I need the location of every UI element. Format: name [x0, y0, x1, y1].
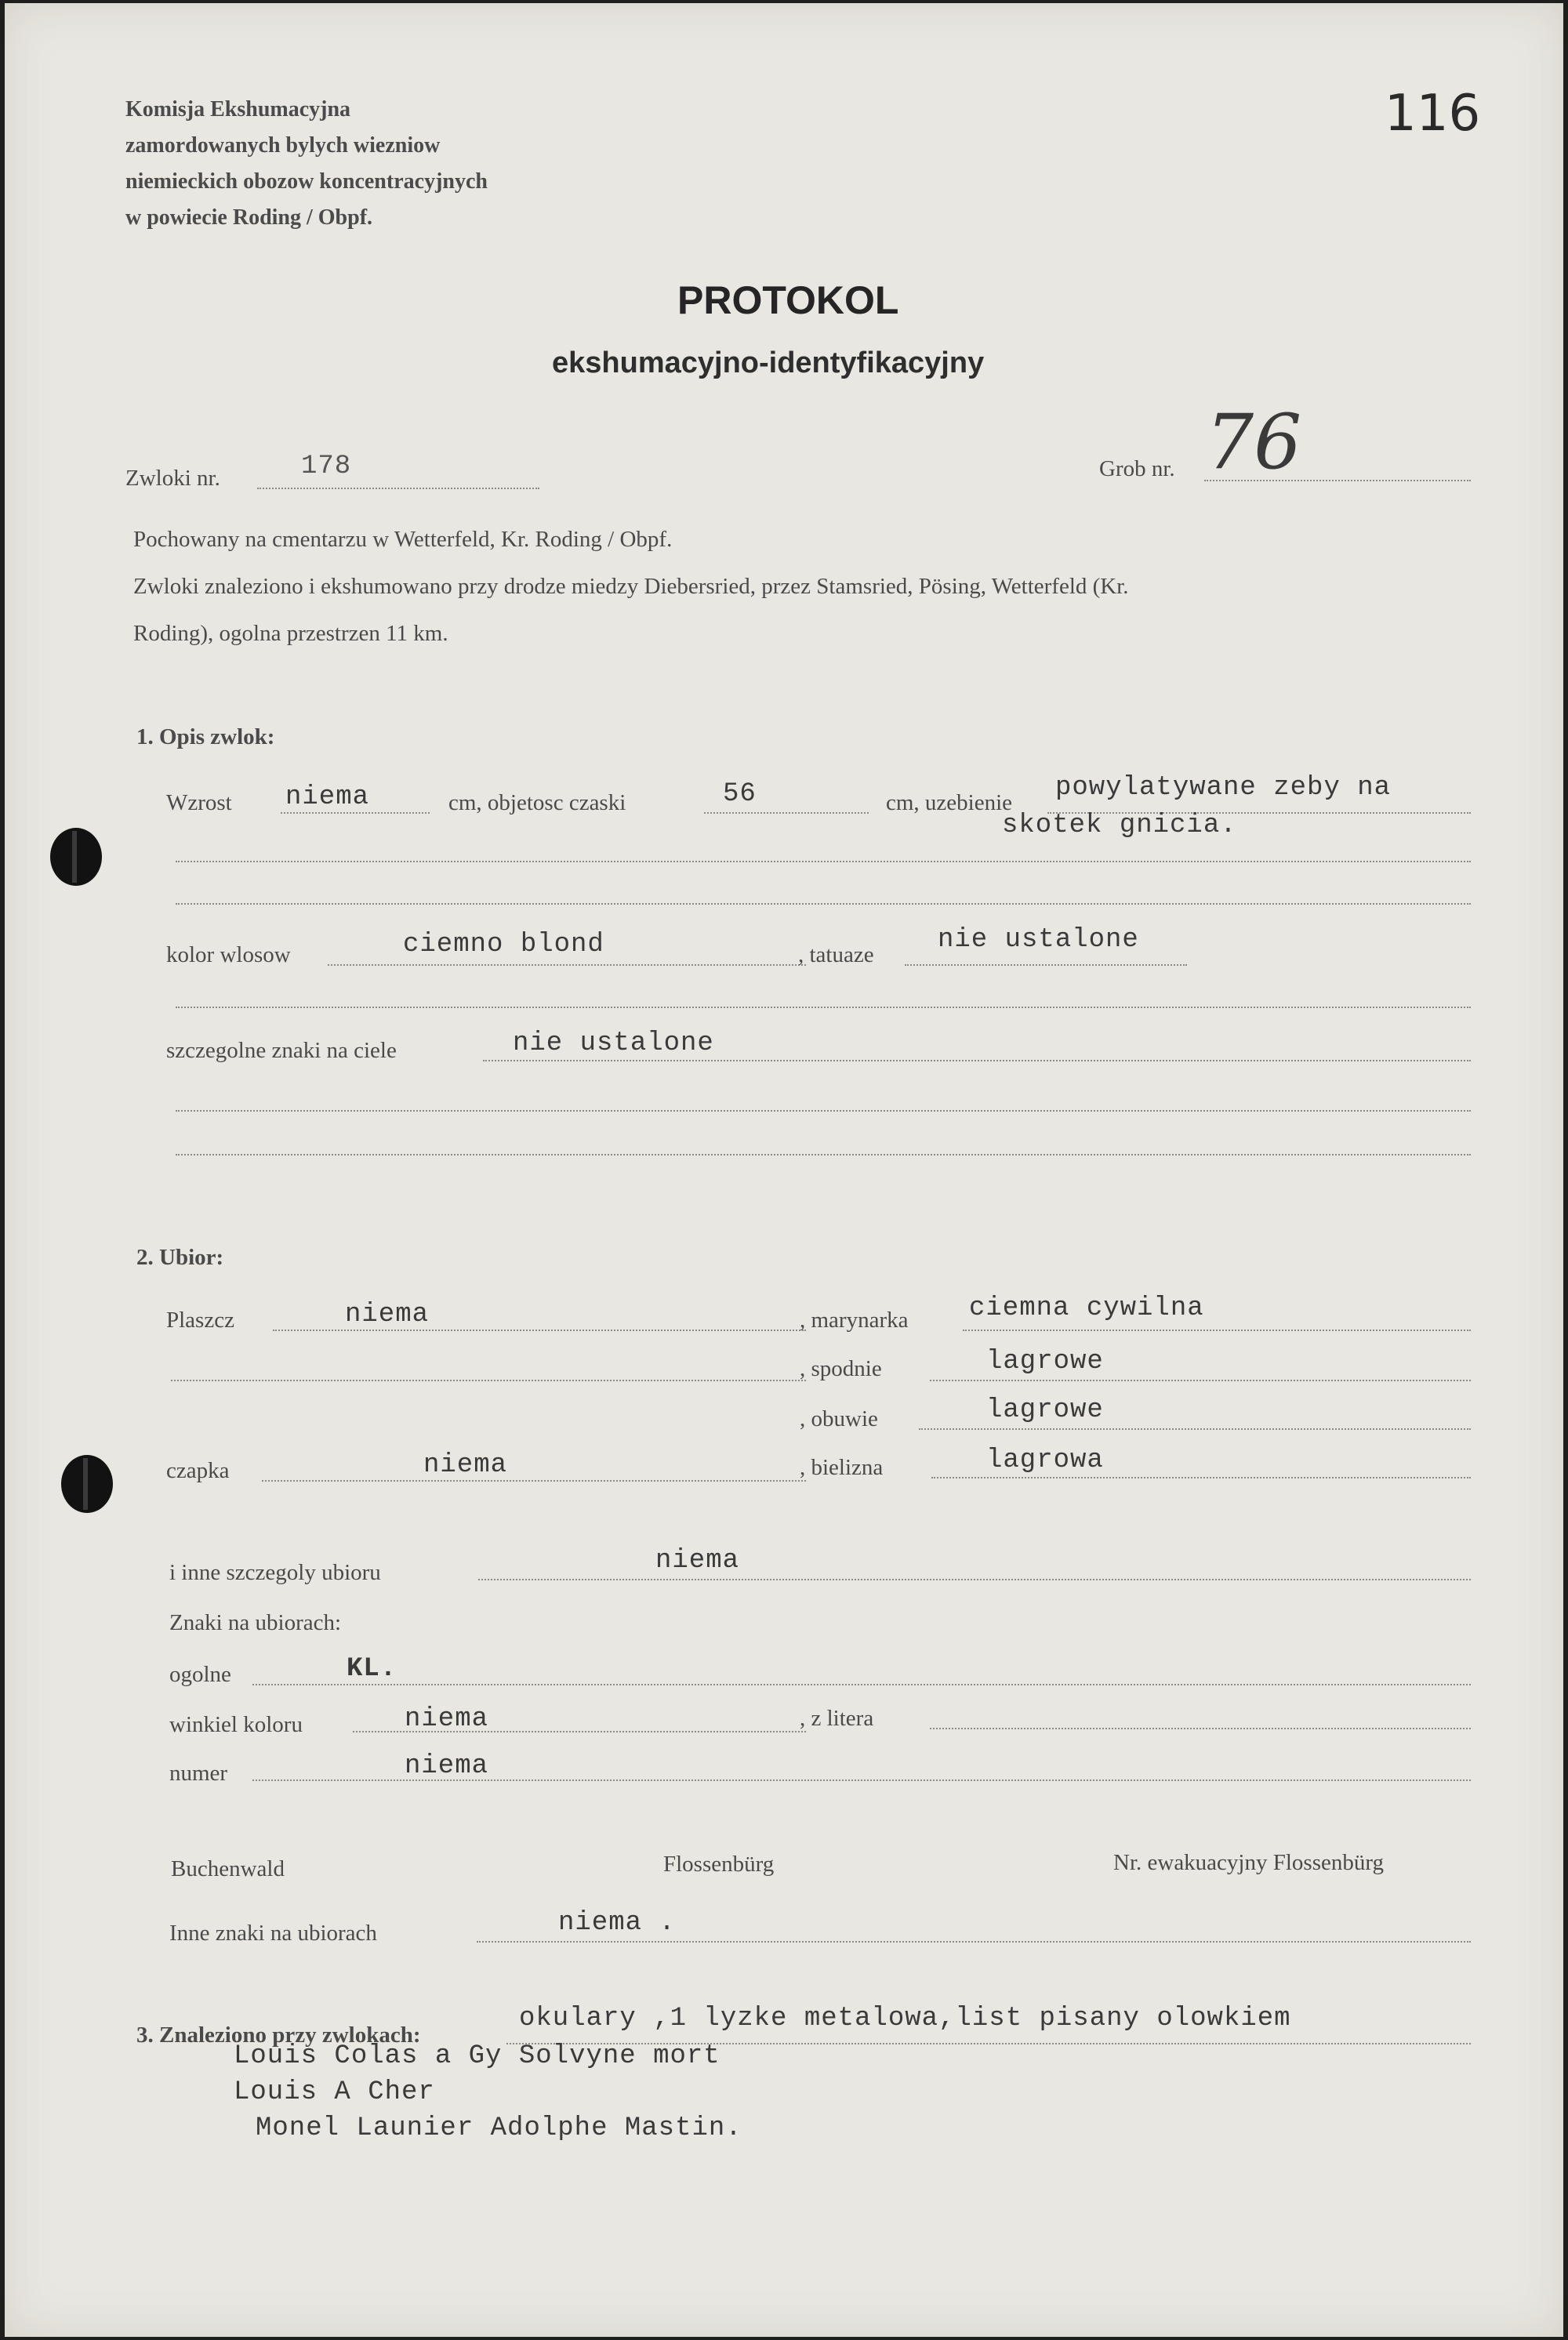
zwloki-number: 178: [301, 452, 352, 481]
punch-hole-bottom: [61, 1455, 113, 1513]
header-line-4: w powiecie Roding / Obpf.: [125, 205, 373, 230]
inne-szczegoly-value: niema: [655, 1546, 740, 1576]
z-litera-label: , z litera: [800, 1706, 874, 1731]
grob-number-handwritten: 76: [1206, 398, 1302, 486]
distance-line: Roding), ogolna przestrzen 11 km.: [133, 621, 448, 646]
header-line-2: zamordowanych bylych wiezniow: [125, 133, 441, 158]
inne-szczegoly-label: i inne szczegoly ubioru: [169, 1560, 381, 1585]
spodnie-value: lagrowe: [986, 1347, 1104, 1377]
section-2-heading: 2. Ubior:: [136, 1245, 224, 1270]
section-3-heading-text: 3. Znaleziono przy zwlokach:: [136, 2023, 421, 2048]
objetosc-label: cm, objetosc czaski: [448, 790, 626, 815]
uzebienie-value-2: skotek gnicia.: [1002, 811, 1237, 840]
uzebienie-value-1: powylatywane zeby na: [1055, 773, 1392, 803]
header-line-1: Komisja Ekshumacyjna: [125, 97, 351, 122]
ogolne-label: ogolne: [169, 1662, 231, 1687]
marynarka-label: , marynarka: [800, 1308, 909, 1333]
section-1-heading: 1. Opis zwlok:: [136, 724, 275, 749]
header-line-3: niemieckich obozow koncentracyjnych: [125, 169, 488, 194]
kolor-wlosow-value: ciemno blond: [403, 930, 604, 960]
numer-value: niema: [405, 1751, 489, 1781]
kolor-wlosow-label: kolor wlosow: [166, 942, 291, 967]
bielizna-value: lagrowa: [986, 1446, 1104, 1475]
uzebienie-label: cm, uzebienie: [886, 790, 1013, 815]
plaszcz-label: Plaszcz: [166, 1308, 234, 1333]
obuwie-value: lagrowe: [986, 1395, 1104, 1425]
buchenwald-label: Buchenwald: [171, 1856, 285, 1881]
tatuaze-value: nie ustalone: [938, 925, 1139, 955]
objetosc-value: 56: [723, 779, 757, 809]
found-items-line-3: Louis A Cher: [234, 2077, 435, 2107]
found-items-line-2: Louis Colas a Gy Solvyne mort: [234, 2041, 720, 2071]
tatuaze-label: , tatuaze: [798, 942, 874, 967]
inne-znaki-value: niema .: [558, 1908, 676, 1938]
plaszcz-value: niema: [345, 1300, 430, 1330]
exhumation-route-line: Zwloki znaleziono i ekshumowano przy drodze miedzy Diebersried, przez Stamsried, Pösing, Wetterfeld (Kr.: [133, 574, 1129, 599]
flossenburg-label: Flossenbürg: [663, 1852, 775, 1877]
found-items-line-4: Monel Launier Adolphe Mastin.: [256, 2113, 742, 2143]
ogolne-value: KL.: [347, 1654, 397, 1684]
winkiel-koloru-value: niema: [405, 1704, 489, 1734]
inne-znaki-label: Inne znaki na ubiorach: [169, 1921, 377, 1946]
zwloki-label: Zwloki nr.: [125, 466, 220, 491]
bielizna-label: , bielizna: [800, 1455, 884, 1480]
winkiel-koloru-label: winkiel koloru: [169, 1712, 303, 1737]
page-number: 116: [1385, 85, 1481, 143]
burial-place-line: Pochowany na cmentarzu w Wetterfeld, Kr. Roding / Obpf.: [133, 527, 673, 552]
szczegolne-znaki-label: szczegolne znaki na ciele: [166, 1038, 397, 1063]
ewakuacyjny-label: Nr. ewakuacyjny Flossenbürg: [1113, 1850, 1384, 1875]
found-items-line-1: okulary ,1 lyzke metalowa,list pisany olowkiem: [519, 2004, 1291, 2033]
grob-label: Grob nr.: [1099, 456, 1175, 481]
czapka-value: niema: [423, 1450, 508, 1480]
protocol-page: [5, 3, 1563, 2337]
spodnie-label: , spodnie: [800, 1356, 882, 1381]
wzrost-value: niema: [285, 782, 370, 812]
obuwie-label: , obuwie: [800, 1406, 878, 1431]
numer-label: numer: [169, 1761, 228, 1786]
szczegolne-znaki-value: nie ustalone: [513, 1029, 714, 1058]
czapka-label: czapka: [166, 1458, 230, 1483]
marynarka-value: ciemna cywilna: [969, 1293, 1204, 1323]
wzrost-label: Wzrost: [166, 790, 232, 815]
punch-hole-top: [50, 828, 102, 886]
znaki-na-ubiorach-label: Znaki na ubiorach:: [169, 1610, 342, 1635]
document-subtitle: ekshumacyjno-identyfikacyjny: [552, 346, 985, 379]
document-title: PROTOKOL: [677, 278, 899, 322]
